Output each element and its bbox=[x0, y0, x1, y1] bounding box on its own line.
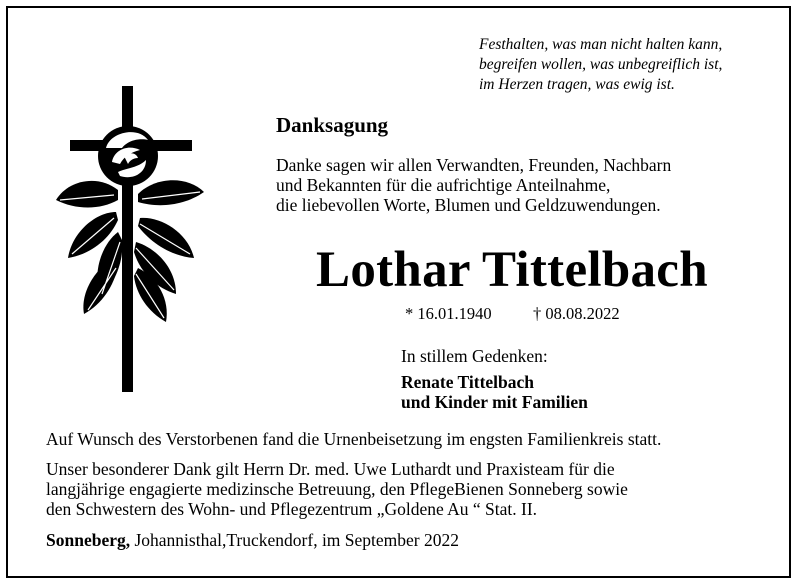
motto-quote bbox=[479, 35, 722, 95]
closing-place: Sonneberg, bbox=[46, 530, 131, 550]
gratitude-line: Unser besonderer Dank gilt Herrn Dr. med. Uwe Luthardt und Praxisteam für die bbox=[46, 459, 615, 479]
thanks-line: Danke sagen wir allen Verwandten, Freunden, Nachbarn bbox=[276, 155, 672, 175]
motto-line: begreifen wollen, was unbegreiflich ist, bbox=[479, 56, 723, 73]
closing-line bbox=[46, 530, 459, 551]
mourner-line: und Kinder mit Familien bbox=[401, 392, 588, 412]
thanks-text bbox=[276, 155, 671, 215]
gratitude-line: langjährige engagierte medizinsche Betreuung, den PflegeBienen Sonneberg sowie bbox=[46, 479, 628, 499]
thanks-line: die liebevollen Worte, Blumen und Geldzuwendungen. bbox=[276, 195, 661, 215]
deceased-name: Lothar Tittelbach bbox=[316, 242, 708, 298]
gratitude-line: den Schwestern des Wohn- und Pflegezentrum „Goldene Au “ Stat. II. bbox=[46, 499, 538, 519]
mourner-line: Renate Tittelbach bbox=[401, 372, 535, 392]
mourners bbox=[401, 372, 588, 412]
memory-label: In stillem Gedenken: bbox=[401, 346, 548, 366]
closing-rest: Johannisthal,Truckendorf, im September 2022 bbox=[134, 530, 460, 550]
motto-line: im Herzen tragen, was ewig ist. bbox=[479, 76, 675, 93]
gratitude-text bbox=[46, 459, 628, 519]
heading: Danksagung bbox=[276, 113, 389, 137]
motto-line: Festhalten, was man nicht halten kann, bbox=[479, 36, 723, 53]
cross-with-rose-icon bbox=[48, 82, 213, 394]
death-date: † 08.08.2022 bbox=[533, 304, 620, 323]
birth-date: * 16.01.1940 bbox=[405, 304, 492, 323]
burial-note: Auf Wunsch des Verstorbenen fand die Urnenbeisetzung im engsten Familienkreis statt. bbox=[46, 429, 662, 449]
thanks-line: und Bekannten für die aufrichtige Anteilnahme, bbox=[276, 175, 611, 195]
